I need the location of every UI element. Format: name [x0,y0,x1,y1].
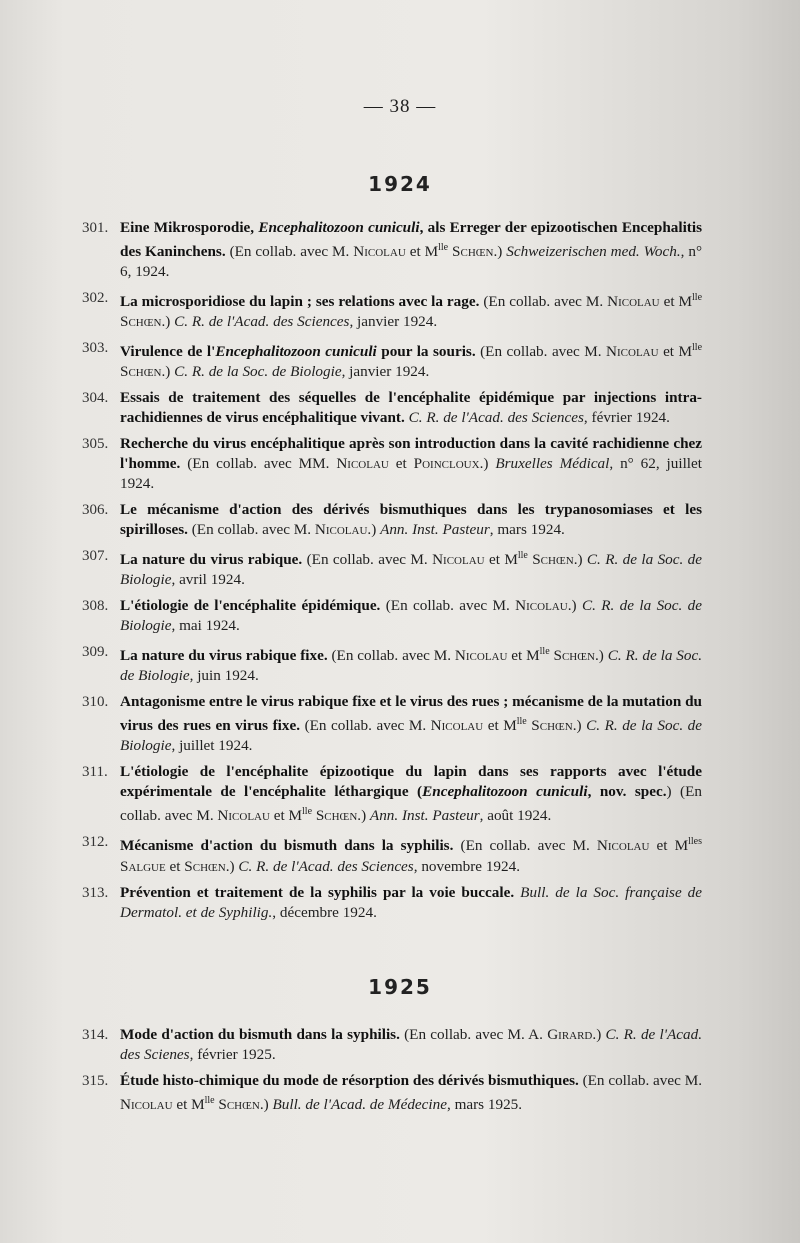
entry-text: , janvier 1924. [341,363,430,381]
entry-text: (En collab. avec MM. [180,455,337,473]
entry-title-italic: Encephalitozoon cuniculi [422,783,588,801]
entry-text: et M [483,717,517,735]
entry-text: (En collab. avec M. [578,1072,702,1089]
title-superscript: lle [438,242,449,253]
bibliography-list-1924 [82,218,702,929]
entry-title: L'étiologie de l'encéphalite épidémique. [120,597,381,615]
entry-text: , mars 1924. [489,521,565,539]
entry-title: Mécanisme d'action du bismuth dans la syphilis. [120,837,454,855]
entry-title: Le mécanisme d'action des dérivés bismuthiques dans les trypanosomiases et les spirilloses. [120,501,702,539]
author-name: Schœn [532,551,574,569]
entry-text: .) [567,597,582,615]
entry-text: (En collab. avec M. [475,343,607,361]
bibliography-entry [82,434,702,494]
entry-text: , mars 1925. [446,1096,523,1114]
entry-text: et M [484,551,518,569]
bibliography-entry [82,218,702,282]
bibliography-entry [82,546,702,590]
title-superscript: lle [204,1095,215,1106]
entry-text: (En collab. avec M. A. [399,1026,548,1043]
author-name: Nicolau [596,837,650,855]
title-superscript: lle [302,806,313,818]
title-superscript: lle [692,342,703,354]
entry-title: Prévention et traitement de la syphilis par la voie buccale. [120,883,515,901]
entry-text: (En collab. avec M. [380,597,516,615]
entry-text: et M [405,243,439,261]
bibliography-entry [82,388,702,428]
entry-number: 306. [82,502,109,519]
entry-text: , n° 6, 1924. [120,243,703,281]
author-name: Nicolau [432,551,485,569]
title-superscript: lles [688,836,703,848]
entry-number: 308. [82,598,109,615]
entry-text: (En collab. avec M. [225,243,354,261]
author-name: Schœn [531,717,573,735]
bibliography-entry [82,762,702,826]
publication-name: C. R. de l'Acad. des Sciences [408,409,584,427]
entry-text: .) [493,243,507,261]
entry-number: 301. [82,220,109,236]
author-name: Nicolau [353,243,406,261]
publication-name: Bull. de l'Acad. de Médecine [272,1096,447,1114]
entry-number: 310. [82,694,109,711]
entry-text: (En collab. avec M. [327,647,455,665]
author-name: Poincloux [413,455,480,473]
author-name: Nicolau [606,343,659,361]
publication-name: Bruxelles Médical [495,455,610,473]
author-name: Nicolau [515,597,568,615]
year-heading-1925: 1925 [368,975,432,999]
entry-title: , als Erreger der epizootischen Encephalitis des Kaninchens. [120,219,702,261]
author-name: Schœn [452,243,494,261]
entry-text: .) [367,521,381,539]
bibliography-entry [82,596,702,636]
title-superscript: lle [516,716,527,728]
entry-number: 312. [82,834,109,851]
entry-number: 314. [82,1027,109,1043]
entry-text: .) [161,363,175,381]
entry-text: (En collab. avec M. [187,521,315,539]
author-name: Salgue [120,857,166,875]
author-name: Nicolau [430,717,484,735]
bibliography-entry [82,642,702,686]
author-name: Nicolau [607,293,660,311]
entry-text: .) [572,717,587,735]
entry-text: .) [225,857,239,875]
publication-name: C. R. de la Soc. de Biologie [120,597,702,635]
entry-text: .) [594,647,608,665]
entry-text: , janvier 1924. [349,313,438,331]
entry-title-italic: Encephalitozoon cuniculi [215,343,377,361]
entry-title: Essais de traitement des séquelles de l'encéphalite épidémique par injections intra-rachidiennes de virus encéphalitique vivant. [120,389,702,427]
bibliography-entry [82,288,702,332]
publication-name: Ann. Inst. Pasteur [369,807,480,825]
author-name: Schœn [184,857,226,875]
author-name: Nicolau [336,455,389,473]
bibliography-entry [82,832,702,876]
entry-title: Antagonisme entre le virus rabique fixe et le virus des rues ; mécanisme de la mutation du virus des rues en virus fixe. [120,693,702,735]
page-number: — 38 — [363,96,437,117]
entry-title: La nature du virus rabique. [120,551,303,569]
entry-title: pour la souris. [376,343,476,361]
entry-text: ) [666,783,672,801]
author-name: Girard [547,1026,593,1043]
entry-title-italic: Encephalitozoon cuniculi [258,219,420,236]
entry-text: (En collab. avec M. [302,551,433,569]
entry-title: Eine Mikrosporodie, [120,219,259,236]
author-name: Schœn [120,313,162,331]
entry-title: Recherche du virus encéphalitique après son introduction dans la cavité rachidienne chez l'homme. [120,435,702,473]
entry-text: et M [659,293,693,311]
entry-number: 303. [82,340,109,357]
bibliography-entry [82,1025,702,1065]
bibliography-entry [82,338,702,382]
entry-text: .) [357,807,370,825]
publication-name: C. R. de la Soc. de Biologie [174,363,342,381]
title-superscript: lle [539,646,550,658]
author-name: Schœn [218,1096,260,1114]
entry-text: , n° 62, juillet 1924. [120,455,702,493]
entry-text: (En collab. avec M. [479,293,608,311]
entry-number: 305. [82,436,109,453]
entry-number: 311. [82,764,108,781]
entry-text: et M [649,837,689,855]
entry-text: , février 1924. [583,409,670,427]
publication-name: Schweizerischen med. Woch. [506,243,681,261]
entry-title: Étude histo-chimique du mode de résorption des dérivés bismuthiques. [120,1072,579,1089]
entry-number: 313. [82,884,109,901]
entry-text: .) [573,551,587,569]
entry-text: et M [172,1096,205,1114]
author-name: Nicolau [120,1096,173,1114]
entry-number: 309. [82,644,109,661]
entry-number: 304. [82,390,109,407]
entry-title: La microsporidiose du lapin ; ses relations avec la rage. [120,293,480,311]
entry-text: , novembre 1924. [413,857,521,875]
title-superscript: lle [517,550,528,562]
publication-name: C. R. de l'Acad. des Scienes [120,1026,702,1063]
entry-text: .) [259,1096,273,1114]
entry-text: , août 1924. [479,807,552,825]
entry-text: .) [161,313,175,331]
entry-text: , juin 1924. [189,667,259,685]
author-name: Nicolau [314,521,368,539]
author-name: Schœn [553,647,595,665]
entry-text: , mai 1924. [171,617,240,635]
publication-name: C. R. de la Soc. de Biologie [120,647,703,685]
entry-title: L'étiologie de l'encéphalite épizootique du lapin dans ses rapports avec l'étude expérimentale de l'encéphalite léthargique ( [120,763,702,801]
author-name: Nicolau [454,647,508,665]
entry-title: La nature du virus rabique fixe. [120,647,328,665]
entry-text: et M [507,647,540,665]
publication-name: Ann. Inst. Pasteur [380,521,490,539]
entry-title: Mode d'action du bismuth dans la syphilis. [120,1026,400,1043]
entry-number: 302. [82,290,109,307]
entry-text: .) [479,455,496,473]
author-name: Schœn [315,807,358,825]
bibliography-list-1925 [82,1025,702,1121]
entry-title: , nov. spec. [587,783,667,801]
author-name: Schœn [120,363,162,381]
entry-text: (En collab. avec M. [453,837,597,855]
entry-text: , avril 1924. [171,571,245,589]
entry-text: et M [658,343,693,361]
entry-text: et [165,857,185,875]
bibliography-entry [82,500,702,540]
entry-text: , juillet 1924. [171,737,253,755]
bibliography-entry [82,883,702,923]
publication-name: C. R. de l'Acad. des Sciences [174,313,350,331]
entry-text: (En collab. avec M. [120,783,702,825]
publication-name: C. R. de l'Acad. des Sciences [238,857,414,875]
publication-name: C. R. de la Soc. de Biologie [120,717,703,755]
entry-number: 315. [82,1073,109,1089]
bibliography-entry [82,1071,702,1115]
entry-text: , février 1925. [189,1046,276,1063]
year-heading-1924: 1924 [368,172,432,196]
bibliography-entry [82,692,702,756]
entry-text: et M [269,807,303,825]
entry-text: et [388,455,414,473]
entry-title: Virulence de l' [120,343,216,361]
title-superscript: lle [692,292,703,304]
author-name: Nicolau [217,807,270,825]
publication-name: Bull. de la Soc. française de Dermatol. et de Syphilig. [120,883,703,921]
entry-text: , décembre 1924. [272,903,377,921]
entry-text: (En collab. avec M. [300,717,431,735]
entry-text: .) [592,1026,606,1043]
entry-number: 307. [82,548,109,565]
publication-name: C. R. de la Soc. de Biologie [120,551,703,589]
